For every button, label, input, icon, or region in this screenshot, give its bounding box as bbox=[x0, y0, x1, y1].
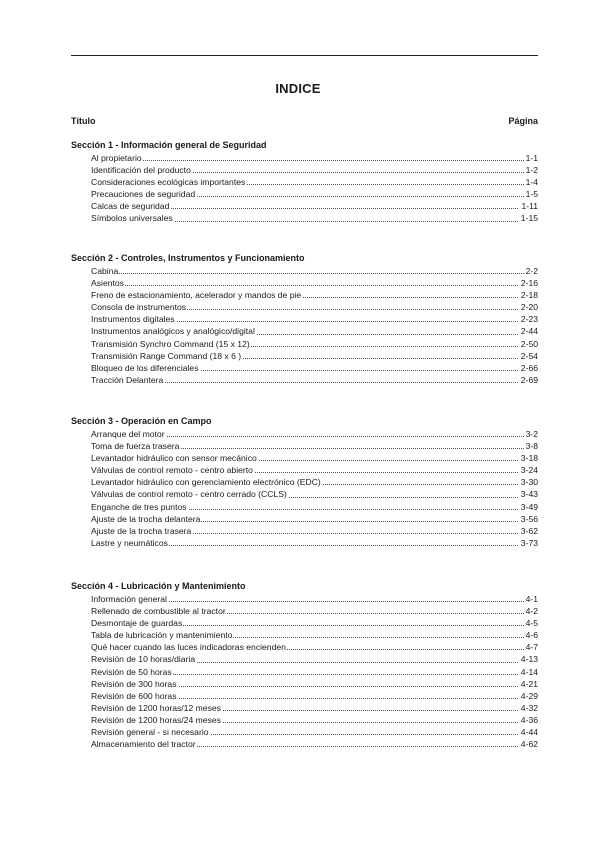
toc-entry[interactable] bbox=[91, 325, 538, 337]
entry-page: 2-18 bbox=[520, 290, 538, 301]
entry-page: 4-5 bbox=[525, 618, 538, 629]
entry-label: Revisión de 1200 horas/12 meses bbox=[91, 702, 221, 713]
entry-label: Información general bbox=[91, 594, 167, 604]
toc-entry[interactable] bbox=[91, 605, 538, 617]
toc-entry[interactable] bbox=[91, 702, 538, 714]
toc-entry[interactable] bbox=[91, 629, 538, 641]
entry-label: Revisión de 300 horas bbox=[91, 678, 177, 689]
toc-entry[interactable] bbox=[91, 726, 538, 738]
toc-entry[interactable] bbox=[91, 714, 538, 726]
entry-page: 2-66 bbox=[520, 362, 538, 373]
entry-label: Válvulas de control remoto - centro cerrado (CCLS) bbox=[91, 489, 287, 500]
toc-entry[interactable] bbox=[91, 738, 538, 750]
section-4 bbox=[71, 580, 538, 750]
entry-page: 4-32 bbox=[520, 702, 538, 713]
toc-entry[interactable] bbox=[91, 666, 538, 678]
entry-page: 3-56 bbox=[520, 513, 538, 524]
entry-label: Instrumentos digitales bbox=[91, 314, 175, 325]
section-title: Sección 2 - Controles, Instrumentos y Funcionamiento bbox=[71, 253, 305, 263]
entry-label: Ajuste de la trocha delantera bbox=[91, 513, 201, 524]
entry-page: 2-2 bbox=[525, 266, 538, 276]
entry-label: Válvulas de control remoto - centro abierto bbox=[91, 465, 253, 476]
entry-page: 3-2 bbox=[525, 429, 538, 439]
toc-entry[interactable] bbox=[91, 277, 538, 289]
entry-label: Ajuste de la trocha trasera bbox=[91, 525, 192, 536]
toc-entry[interactable] bbox=[91, 188, 538, 200]
entry-page: 2-23 bbox=[520, 314, 538, 325]
dot-leader bbox=[91, 285, 538, 286]
entry-page: 3-43 bbox=[520, 489, 538, 500]
entry-page: 1-2 bbox=[525, 165, 538, 176]
entry-page: 4-14 bbox=[520, 666, 538, 677]
entry-page: 2-50 bbox=[520, 338, 538, 349]
toc-entry[interactable] bbox=[91, 501, 538, 513]
entry-label: Transmisión Range Command (18 x 6 ) bbox=[91, 350, 242, 361]
entry-label: Arranque del motor bbox=[91, 429, 165, 439]
entry-page: 3-24 bbox=[520, 465, 538, 476]
entry-label: Rellenado de combustible al tractor bbox=[91, 606, 226, 617]
toc-entry[interactable] bbox=[91, 464, 538, 476]
entry-page: 4-21 bbox=[520, 678, 538, 689]
toc-entry[interactable] bbox=[91, 593, 538, 605]
section-2 bbox=[71, 252, 538, 386]
entry-page: 4-29 bbox=[520, 690, 538, 701]
toc-entry[interactable] bbox=[91, 617, 538, 629]
entry-label: Tabla de lubricación y mantenimiento bbox=[91, 630, 233, 641]
toc-entry[interactable] bbox=[91, 265, 538, 277]
section-title: Sección 4 - Lubricación y Mantenimiento bbox=[71, 581, 246, 591]
entry-page: 3-30 bbox=[520, 477, 538, 488]
entry-label: Asientos bbox=[91, 278, 124, 289]
entry-page: 1-11 bbox=[521, 201, 538, 212]
entry-label: Cabina bbox=[91, 266, 119, 276]
entry-label: Desmontaje de guardas bbox=[91, 618, 183, 629]
entry-label: Revisión de 600 horas bbox=[91, 690, 177, 701]
entry-label: Qué hacer cuando las luces indicadoras encienden bbox=[91, 642, 286, 653]
entry-page: 3-73 bbox=[520, 537, 538, 548]
toc-entry[interactable] bbox=[91, 488, 538, 500]
entry-label: Al propietario bbox=[91, 153, 142, 163]
toc-entry[interactable] bbox=[91, 374, 538, 386]
entry-page: 4-6 bbox=[525, 630, 538, 641]
entry-page: 2-44 bbox=[520, 326, 538, 337]
entry-label: Precauciones de seguridad bbox=[91, 189, 196, 200]
toc-entry[interactable] bbox=[91, 212, 538, 224]
entry-label: Bloqueo de los diferenciales bbox=[91, 362, 199, 373]
entry-label: Revisión de 50 horas bbox=[91, 666, 172, 677]
entry-page: 4-1 bbox=[525, 594, 538, 604]
section-title: Sección 1 - Información general de Seguridad bbox=[71, 140, 267, 150]
entry-label: Lastre y neumáticos bbox=[91, 537, 168, 548]
entry-page: 4-36 bbox=[520, 714, 538, 725]
toc-entry[interactable] bbox=[91, 678, 538, 690]
page-title: INDICE bbox=[275, 81, 321, 96]
entry-page: 1-15 bbox=[520, 213, 538, 224]
toc-entry[interactable] bbox=[91, 338, 538, 350]
toc-entry[interactable] bbox=[91, 641, 538, 653]
entry-label: Almacenamiento del tractor bbox=[91, 739, 196, 750]
toc-entry[interactable] bbox=[91, 164, 538, 176]
title-column-header: Título bbox=[71, 116, 96, 126]
entry-page: 3-62 bbox=[520, 525, 538, 536]
entry-page: 4-13 bbox=[520, 654, 538, 665]
top-rule bbox=[71, 55, 538, 56]
column-headers bbox=[71, 116, 538, 126]
entry-page: 2-69 bbox=[520, 374, 538, 385]
entry-label: Revisión de 1200 horas/24 meses bbox=[91, 714, 221, 725]
section-title: Sección 3 - Operación en Campo bbox=[71, 416, 212, 426]
entry-label: Tracción Delantera bbox=[91, 374, 164, 385]
entry-page: 1-4 bbox=[525, 177, 538, 188]
entry-label: Revisión de 10 horas/diaria bbox=[91, 654, 196, 665]
entry-page: 4-44 bbox=[520, 727, 538, 738]
toc-entry[interactable] bbox=[91, 289, 538, 301]
entry-page: 4-62 bbox=[520, 739, 538, 750]
entry-label: Levantador hidráulico con sensor mecánico bbox=[91, 453, 257, 464]
entry-label: Enganche de tres puntos bbox=[91, 501, 187, 512]
entry-page: 3-18 bbox=[520, 453, 538, 464]
toc-entry[interactable] bbox=[91, 690, 538, 702]
toc-entry[interactable] bbox=[91, 513, 538, 525]
entry-label: Consola de instrumentos bbox=[91, 302, 187, 313]
toc-entry[interactable] bbox=[91, 452, 538, 464]
entry-label: Levantador hidráulico con gerenciamiento electrónico (EDC) bbox=[91, 477, 321, 488]
entry-label: Identificación del producto bbox=[91, 165, 191, 176]
toc-entry[interactable] bbox=[91, 476, 538, 488]
entry-page: 4-7 bbox=[525, 642, 538, 653]
entry-label: Toma de fuerza trasera bbox=[91, 441, 180, 452]
entry-page: 2-54 bbox=[520, 350, 538, 361]
entry-page: 2-16 bbox=[520, 278, 538, 289]
entry-label: Freno de estacionamiento, acelerador y mandos de pie bbox=[91, 290, 302, 301]
toc-entry[interactable] bbox=[91, 362, 538, 374]
toc-entry[interactable] bbox=[91, 525, 538, 537]
entry-label: Símbolos universales bbox=[91, 213, 173, 224]
toc-entry[interactable] bbox=[91, 176, 538, 188]
entry-label: Calcas de seguridad bbox=[91, 201, 170, 212]
toc-entry[interactable] bbox=[91, 350, 538, 362]
dot-leader bbox=[91, 273, 538, 274]
page-column-header: Página bbox=[508, 116, 538, 126]
entry-page: 1-1 bbox=[525, 153, 538, 163]
section-1 bbox=[71, 139, 538, 225]
toc-entry[interactable] bbox=[91, 428, 538, 440]
entry-page: 3-49 bbox=[520, 501, 538, 512]
entry-page: 4-2 bbox=[525, 606, 538, 617]
entry-page: 2-20 bbox=[520, 302, 538, 313]
toc-entry[interactable] bbox=[91, 653, 538, 665]
toc-entry[interactable] bbox=[91, 200, 538, 212]
toc-entry[interactable] bbox=[91, 152, 538, 164]
entry-label: Revisión general - si necesario bbox=[91, 727, 209, 738]
entry-page: 3-8 bbox=[525, 441, 538, 452]
entry-label: Consideraciones ecológicas importantes bbox=[91, 177, 246, 188]
toc-entry[interactable] bbox=[91, 301, 538, 313]
entry-label: Instrumentos analógicos y analógico/digital bbox=[91, 326, 255, 337]
toc-entry[interactable] bbox=[91, 537, 538, 549]
entry-label: Transmisión Synchro Command (15 x 12) bbox=[91, 338, 250, 349]
toc-entry[interactable] bbox=[91, 313, 538, 325]
entry-page: 1-5 bbox=[525, 189, 538, 200]
toc-entry[interactable] bbox=[91, 440, 538, 452]
dot-leader bbox=[91, 160, 538, 161]
section-3 bbox=[71, 415, 538, 549]
